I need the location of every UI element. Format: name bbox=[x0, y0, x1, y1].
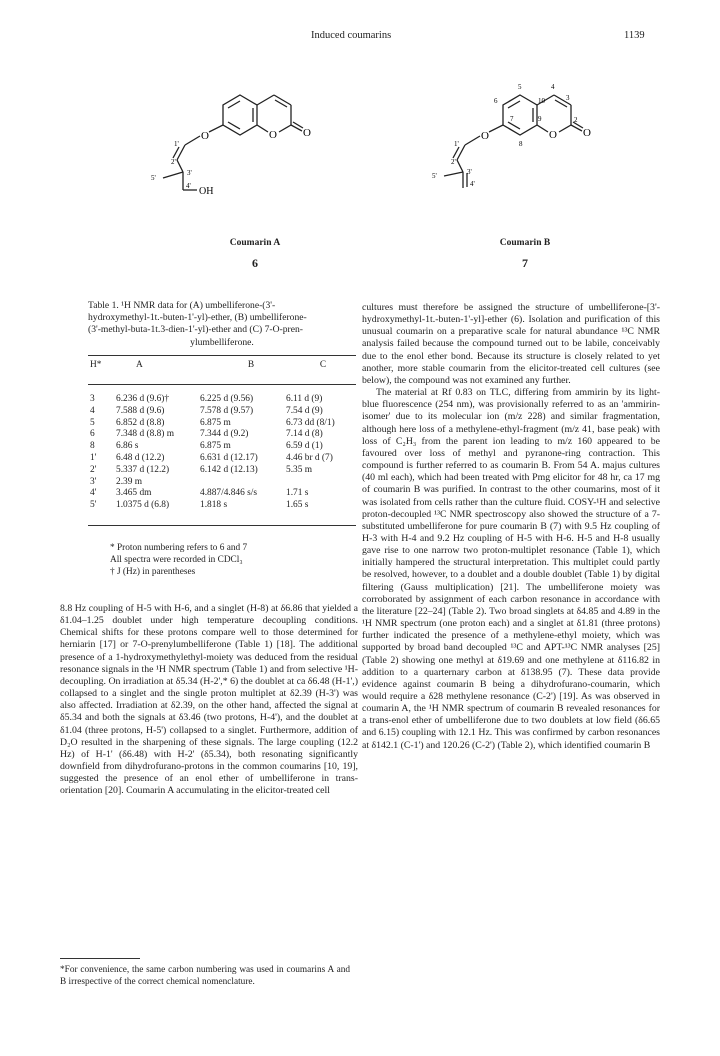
table-bottom-rule bbox=[88, 525, 356, 526]
table-row bbox=[88, 418, 356, 430]
table-cell: 3 bbox=[90, 394, 95, 404]
column-header: A bbox=[136, 360, 143, 370]
page-number: 1139 bbox=[624, 30, 645, 41]
coumarin-b-number: 7 bbox=[522, 256, 528, 270]
table-cell: 6.631 d (12.17) bbox=[200, 452, 258, 463]
table-cell: 3.465 dm bbox=[116, 488, 152, 499]
table-row bbox=[88, 477, 356, 489]
left-column-text bbox=[60, 603, 358, 798]
table-cell: 6.142 d (12.13) bbox=[200, 464, 258, 475]
table-row bbox=[88, 500, 356, 512]
table-cell: 4 bbox=[90, 405, 95, 416]
coumarin-a-number: 6 bbox=[252, 256, 258, 270]
table-footnote: † J (Hz) in parentheses bbox=[110, 566, 196, 577]
column-header: H* bbox=[90, 360, 102, 370]
locant-4p: 4' bbox=[470, 180, 475, 188]
coumarin-b-structure bbox=[420, 70, 620, 190]
table-top-rule bbox=[88, 355, 356, 356]
table-caption-line: (3'-methyl-buta-1t.3-dien-1'-yl)-ether and (C) 7-O-pren- bbox=[88, 324, 303, 336]
table-cell: 1' bbox=[90, 452, 97, 463]
table-cell: 6.11 d (9) bbox=[286, 394, 323, 404]
table-caption bbox=[88, 300, 356, 349]
table-cell: 6.59 d (1) bbox=[286, 441, 323, 452]
paragraph: 8.8 Hz coupling of H-5 with H-6, and a singlet (H-8) at δ6.86 that yielded a δ1.04–1.25 doublet under high temperature decoupling conditions. Chemical shifts for these protons compare well to those determined for herniarin [17] or 7-O-prenylumbelliferone (Table 1) [18]. The additional presence of a 1-hydroxymethylethyl-moiety was deduced from the residual resonance signals in the ¹H NMR spectrum (Table 1) and from selective ¹H-decoupling. On irradiation at δ5.34 (H-2',* 6) the doublet at ca δ6.48 (H-1',) collapsed to a singlet and the single proton multiplet at δ2.39 (H-3') was also affected. Irradiation at δ2.39, on the other hand, affected the signal at δ5.34 and both the signals at δ3.46 (two protons, H-4'), and the doublet at δ1.04 (three protons, H-5') collapsed to a singlet. Furthermore, addition of D₂O resulted in the sharpening of these signals. The large coupling (12.2 Hz) of H-1' (δ6.48) with H-2' (δ5.34), both resonating significantly downfield from dihydrofurano-protons in the common coumarins [10, 19], suggested the presence of an enol ether of umbelliferone in trans-orientation [20]. Coumarin A accumulating in the elicitor-treated cell bbox=[60, 603, 358, 797]
table-caption-line: ylumbelliferone. bbox=[190, 336, 254, 348]
column-header: C bbox=[319, 360, 327, 370]
paragraph: The material at Rf 0.83 on TLC, differing from ammirin by its light-blue fluorescence (254 nm), was provisionally referred to as an 'ammirin-isomer' due to its molecular ion (m/z 228) and similar fragmentation, although here loss of a methylene-ethyl-fragment (m/z 41, base peak) with loss of C₂H₃ from the parent ion leading to m/z 160 appeared to be favoured over loss of methyl and pyranone-ring contraction. This compound is further referred to as coumarin B. From 54 A. majus cultures (40 ml each), which had been treated with Pmg elicitor for 48 hr, ca 17 mg of coumarin B was purified. In contrast to the other coumarins, most of it was isolated from cells rather than the culture fluid. COSY-¹H and selective proton-decoupled ¹³C NMR spectroscopy also showed the structure of a 7-substituted umbelliferone for pure coumarin B (7) with 9.5 Hz coupling of H-3 with H-4 and 9.2 Hz coupling of H-5 with H-6. H-5 and H-8 usually gave rise to one narrow two proton-multiplet resonance (Table 1), which initially hampered the structural interpretation. This multiplet could partly be resolved, however, to a doublet and a double doublet (Table 1) by digital filtering (Gauss multiplication) [21]. The umbelliferone moiety was corroborated by assignment of each carbon resonance in accordance with the literature [22–24] (Table 2). Two broad singlets at δ4.85 and 4.89 in the ¹H NMR spectrum (one proton each) and a singlet at δ1.81 (three protons) further indicated the presence of a methylene-ethyl moiety, which was supported by broad band decoupled ¹³C and APT-¹³C NMR analyses [25] (Table 2) showing one methyl at δ19.69 and one methylene at δ116.82 in addition to a quarternary carbon at δ138.95 (7). These data provide evidence against coumarin B being a dihydrofurano-coumarin, which would require a δ28 methylene resonance (C-2') [19]. As was observed in coumarin A, the ¹H NMR spectrum of coumarin B revealed resonances for a trans-enol ether of umbelliferone due to two doublets at low field (δ6.65 and 6.15) coupling with 12.1 Hz. This was confirmed by carbon resonances at δ142.1 (C-1') and 120.26 (C-2') (Table 2), which identified coumarin B bbox=[362, 387, 660, 751]
locant-10: 10 bbox=[538, 97, 545, 105]
table-cell: 8 bbox=[90, 441, 95, 452]
locant-3p: 3' bbox=[187, 169, 192, 177]
table-caption-line: hydroxymethyl-1t.-buten-1'-yl)-ether, (B) umbelliferone- bbox=[88, 312, 307, 324]
table-cell: 1.818 s bbox=[200, 500, 228, 511]
table-cell: 4.887/4.846 s/s bbox=[200, 488, 258, 499]
table-cell: 4' bbox=[90, 488, 97, 499]
hydroxyl-label: OH bbox=[199, 186, 214, 197]
locant-6: 6 bbox=[494, 97, 498, 105]
table-cell: 6.86 s bbox=[116, 441, 139, 452]
coumarin-a-caption: Coumarin A bbox=[229, 238, 281, 248]
table-row bbox=[88, 429, 356, 441]
table-cell: 1.0375 d (6.8) bbox=[116, 500, 170, 511]
table-cell: 5 bbox=[90, 417, 95, 428]
locant-7: 7 bbox=[510, 115, 514, 123]
table-header-rule bbox=[88, 384, 356, 385]
table-cell: 4.46 br d (7) bbox=[286, 452, 333, 463]
table-cell: 7.14 d (8) bbox=[286, 429, 323, 440]
table-cell: 7.588 d (9.6) bbox=[116, 405, 165, 416]
table-cell: 7.348 d (8.8) m bbox=[116, 429, 175, 440]
table-cell: 6.73 dd (8/1) bbox=[286, 417, 335, 428]
table-header-row bbox=[88, 360, 356, 372]
carbonyl-oxygen-label: O bbox=[303, 127, 311, 139]
table-cell: 3' bbox=[90, 476, 97, 487]
column-header: B bbox=[247, 360, 255, 370]
table-cell: 6.875 m bbox=[200, 417, 231, 428]
coumarin-a-structure bbox=[125, 80, 325, 210]
oxygen-label: O bbox=[481, 130, 489, 142]
locant-9: 9 bbox=[538, 115, 542, 123]
locant-8: 8 bbox=[519, 140, 523, 148]
footnote-rule bbox=[60, 958, 140, 959]
locant-2: 2 bbox=[574, 116, 578, 124]
table-cell: 6.875 m bbox=[200, 441, 231, 452]
locant-5p: 5' bbox=[151, 174, 156, 182]
table-cell: 6.236 d (9.6)† bbox=[116, 394, 170, 404]
ring-oxygen-label: O bbox=[269, 129, 277, 141]
table-cell: 1.65 s bbox=[286, 500, 309, 511]
table-cell: 5.337 d (12.2) bbox=[116, 464, 170, 475]
locant-5: 5 bbox=[518, 83, 522, 91]
table-row bbox=[88, 453, 356, 465]
locant-2p: 2' bbox=[451, 158, 456, 166]
carbonyl-oxygen-label: O bbox=[583, 127, 591, 139]
paragraph: cultures must therefore be assigned the structure of umbelliferone-[3'-hydroxymethyl-1t.-buten-1'-yl]-ether (6). Isolation and purification of this unusual coumarin on a preparative scale for natural abundance ¹³C NMR analysis failed because the compound turned out to be labile, conceivably due to the enol ether bond. Because its structure is closely related to yet another, more stable coumarin from the elicitor-treated cell cultures (see below), the compound was not examined any further. bbox=[362, 302, 660, 386]
locant-2p: 2' bbox=[171, 158, 176, 166]
table-row bbox=[88, 488, 356, 500]
table-footnotes bbox=[110, 543, 360, 578]
table-cell: 6.852 d (8.8) bbox=[116, 417, 165, 428]
locant-1p: 1' bbox=[174, 140, 179, 148]
table-cell: 6.48 d (12.2) bbox=[116, 452, 165, 463]
table-cell: 7.578 d (9.57) bbox=[200, 405, 254, 416]
table-row bbox=[88, 465, 356, 477]
nmr-table bbox=[88, 360, 356, 372]
table-cell: 7.54 d (9) bbox=[286, 405, 323, 416]
coumarin-b-caption: Coumarin B bbox=[499, 238, 551, 248]
locant-3: 3 bbox=[566, 94, 570, 102]
table-footnote: All spectra were recorded in CDCl₃ bbox=[110, 554, 243, 565]
locant-4p: 4' bbox=[186, 182, 191, 190]
locant-5p: 5' bbox=[432, 172, 437, 180]
table-cell bbox=[284, 477, 356, 489]
locant-4: 4 bbox=[551, 83, 555, 91]
footnote: *For convenience, the same carbon numbering was used in coumarins A and B irrespective of the correct chemical nomenclature. bbox=[60, 965, 350, 987]
table-row bbox=[88, 441, 356, 453]
nmr-table-body bbox=[88, 394, 356, 512]
table-cell: 7.344 d (9.2) bbox=[200, 429, 249, 440]
locant-3p: 3' bbox=[467, 168, 472, 176]
table-cell: 2' bbox=[90, 464, 97, 475]
oxygen-label: O bbox=[201, 130, 209, 142]
running-title: Induced coumarins bbox=[311, 30, 392, 41]
table-cell: 1.71 s bbox=[286, 488, 309, 499]
table-row bbox=[88, 406, 356, 418]
table-cell: 6 bbox=[90, 429, 95, 440]
table-cell: 2.39 m bbox=[116, 476, 143, 487]
right-column-text bbox=[362, 302, 660, 752]
table-cell bbox=[198, 477, 284, 489]
locant-1p: 1' bbox=[454, 140, 459, 148]
table-footnote: * Proton numbering refers to 6 and 7 bbox=[110, 543, 248, 553]
table-cell: 5.35 m bbox=[286, 464, 313, 475]
ring-oxygen-label: O bbox=[549, 129, 557, 141]
table-caption-line: Table 1. ¹H NMR data for (A) umbelliferone-(3'- bbox=[88, 300, 276, 311]
table-row bbox=[88, 394, 356, 406]
table-cell: 6.225 d (9.56) bbox=[200, 394, 254, 404]
table-cell: 5' bbox=[90, 500, 97, 511]
